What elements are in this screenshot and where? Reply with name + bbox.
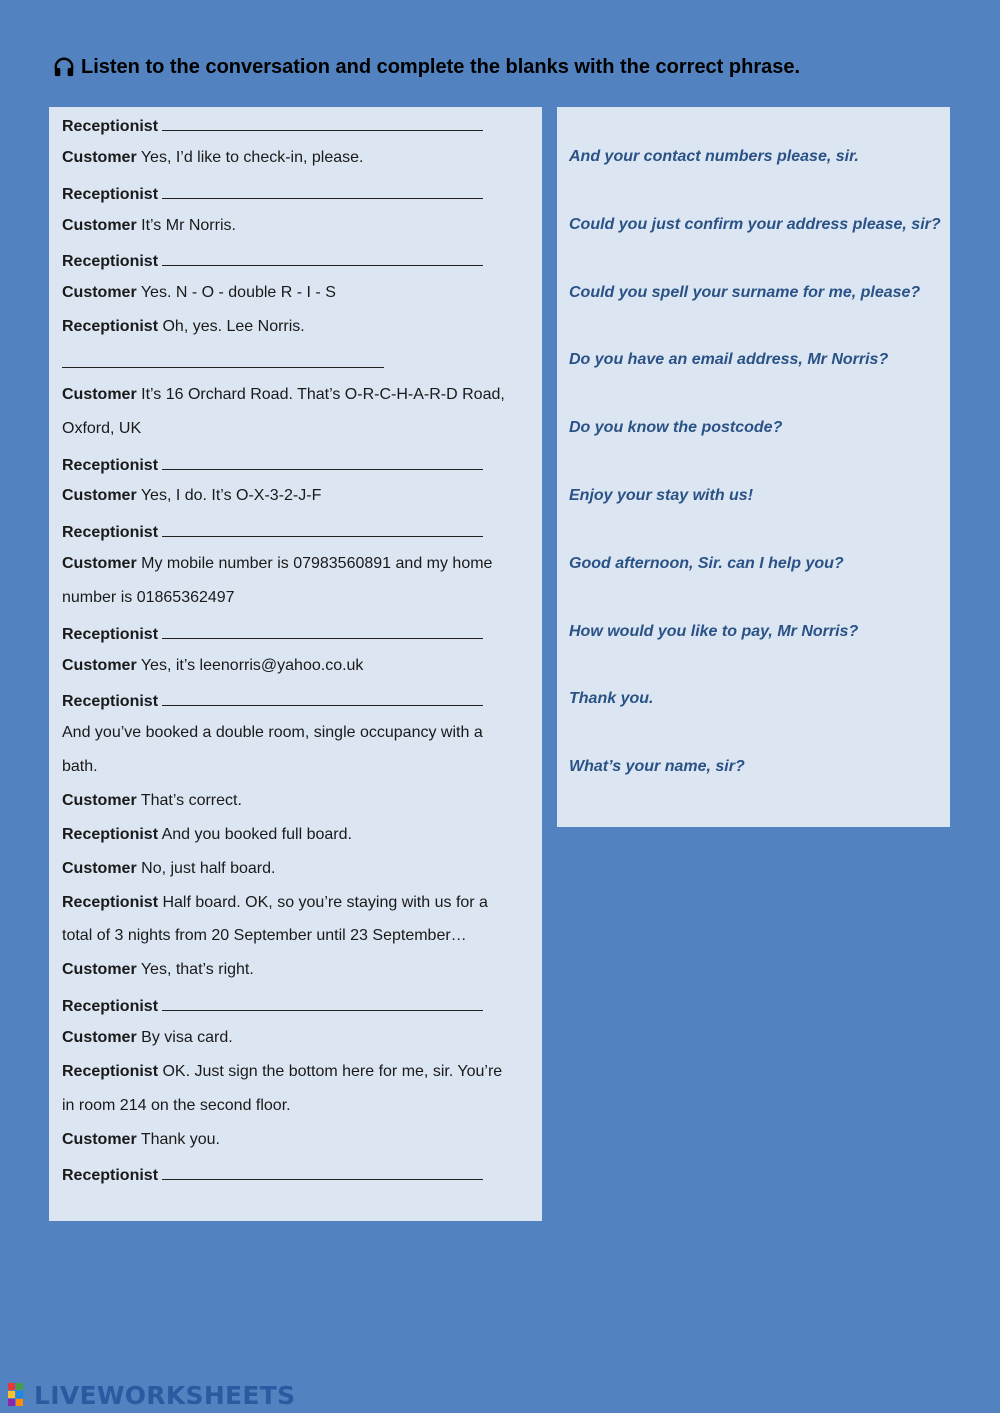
dialogue-line [62,246,532,272]
dialogue-line [62,1127,532,1153]
speaker-label: Receptionist [62,456,159,474]
answer-blank[interactable] [162,686,483,706]
phrase-option[interactable]: And your contact numbers please, sir. [569,148,859,165]
dialogue-text: total of 3 nights from 20 September until 23 September… [62,927,467,945]
speaker-label: Receptionist [62,625,159,643]
speaker-label: Customer [62,385,137,403]
speaker-label: Customer [62,284,137,302]
speaker-label: Receptionist [62,524,159,542]
phrase-option[interactable]: Do you have an email address, Mr Norris? [569,351,889,369]
dialogue-line [62,450,532,476]
dialogue-text: Thank you. [140,1130,220,1148]
liveworksheets-logo-icon [8,1383,32,1407]
dialogue-text: OK. Just sign the bottom here for me, sir. You’re [162,1062,503,1080]
dialogue-text: Half board. OK, so you’re staying with us for a [162,893,488,911]
answer-blank[interactable] [162,450,483,470]
speaker-label: Customer [62,216,137,234]
phrase-option[interactable]: Do you know the postcode? [569,419,783,437]
dialogue-line [62,619,532,645]
dialogue-line [62,213,532,239]
dialogue-line [62,382,532,408]
dialogue-text: Oxford, UK [62,419,142,437]
dialogue-line [62,788,532,814]
dialogue-line [62,653,532,679]
headphones-icon [53,56,75,78]
speaker-label: Customer [62,961,137,979]
instruction-heading [53,52,953,82]
logo-text: LIVEWORKSHEETS [34,1380,296,1410]
speaker-label: Receptionist [62,318,159,336]
answer-blank[interactable] [162,517,483,537]
dialogue-line [62,585,532,611]
answer-blank[interactable] [162,246,483,266]
speaker-label: Receptionist [62,825,159,843]
dialogue-line [62,111,532,137]
dialogue-text: Yes, I do. It’s O-X-3-2-J-F [140,487,322,505]
dialogue-line [62,1093,532,1119]
speaker-label: Receptionist [62,1167,159,1185]
dialogue-panel [49,107,542,1221]
speaker-label: Customer [62,656,137,674]
phrase-option[interactable]: Could you spell your surname for me, please? [569,283,921,301]
speaker-label: Receptionist [62,693,159,711]
dialogue-line [62,179,532,205]
dialogue-line [62,1160,532,1186]
phrase-bank [557,107,950,827]
dialogue-line [62,720,532,746]
phrase-option[interactable]: Could you just confirm your address please, sir? [569,215,941,233]
dialogue-line [62,280,532,306]
speaker-label: Customer [62,487,137,505]
dialogue-text: And you’ve booked a double room, single occupancy with a [62,724,483,742]
phrase-option[interactable]: Good afternoon, Sir. can I help you? [569,554,844,572]
answer-blank[interactable] [162,619,483,639]
dialogue-line [62,1025,532,1051]
dialogue-text: And you booked full board. [161,825,352,843]
answer-blank[interactable] [162,179,483,199]
speaker-label: Receptionist [62,118,159,135]
answer-blank[interactable] [162,1160,483,1180]
speaker-label: Receptionist [62,893,159,911]
dialogue-line [62,686,532,712]
phrase-option[interactable]: Thank you. [569,690,654,708]
answer-blank[interactable] [162,991,483,1011]
speaker-label: Customer [62,792,137,809]
dialogue-line [62,1059,532,1085]
dialogue-text: Yes, I’d like to check-in, please. [140,148,364,166]
dialogue-line [62,314,532,340]
dialogue-text: Oh, yes. Lee Norris. [162,318,305,336]
dialogue-text: Yes. N - O - double R - I - S [140,284,336,302]
dialogue-line [62,551,532,577]
speaker-label: Customer [62,555,137,573]
dialogue-text: By visa card. [141,1028,233,1046]
phrase-option[interactable]: What’s your name, sir? [569,758,745,776]
speaker-label: Receptionist [62,185,159,203]
dialogue-line [62,923,532,949]
dialogue-line [62,856,532,882]
dialogue-text: number is 01865362497 [62,588,235,606]
dialogue-line [62,991,532,1017]
dialogue-line [62,483,532,509]
dialogue-line [62,754,532,780]
speaker-label: Customer [62,859,137,877]
speaker-label: Customer [62,148,137,166]
dialogue-text: It’s Mr Norris. [141,216,236,234]
answer-blank[interactable] [62,348,384,368]
dialogue-line [62,145,532,171]
liveworksheets-logo [8,1380,295,1410]
instruction-text: Listen to the conversation and complete the blanks with the correct phrase. [81,55,801,78]
speaker-label: Receptionist [62,1062,159,1080]
dialogue-line [62,348,532,374]
speaker-label: Customer [62,1028,137,1046]
speaker-label: Receptionist [62,253,159,271]
dialogue-text: No, just half board. [141,859,276,877]
dialogue-line [62,822,532,848]
answer-blank[interactable] [162,111,483,131]
dialogue-text: Yes, that’s right. [140,961,254,979]
dialogue-line [62,416,532,442]
dialogue-line [62,957,532,983]
dialogue-text: Yes, it’s leenorris@yahoo.co.uk [140,656,364,674]
dialogue-text: My mobile number is 07983560891 and my home [141,555,493,573]
phrase-option[interactable]: Enjoy your stay with us! [569,487,754,504]
dialogue-text: bath. [62,758,98,776]
dialogue-text: in room 214 on the second floor. [62,1096,291,1114]
speaker-label: Receptionist [62,998,159,1016]
dialogue-line [62,890,532,916]
speaker-label: Customer [62,1130,137,1148]
dialogue-line [62,517,532,543]
phrase-option[interactable]: How would you like to pay, Mr Norris? [569,622,859,640]
dialogue-text: That’s correct. [140,792,242,809]
dialogue-text: It’s 16 Orchard Road. That’s O-R-C-H-A-R-D Road, [141,385,505,403]
